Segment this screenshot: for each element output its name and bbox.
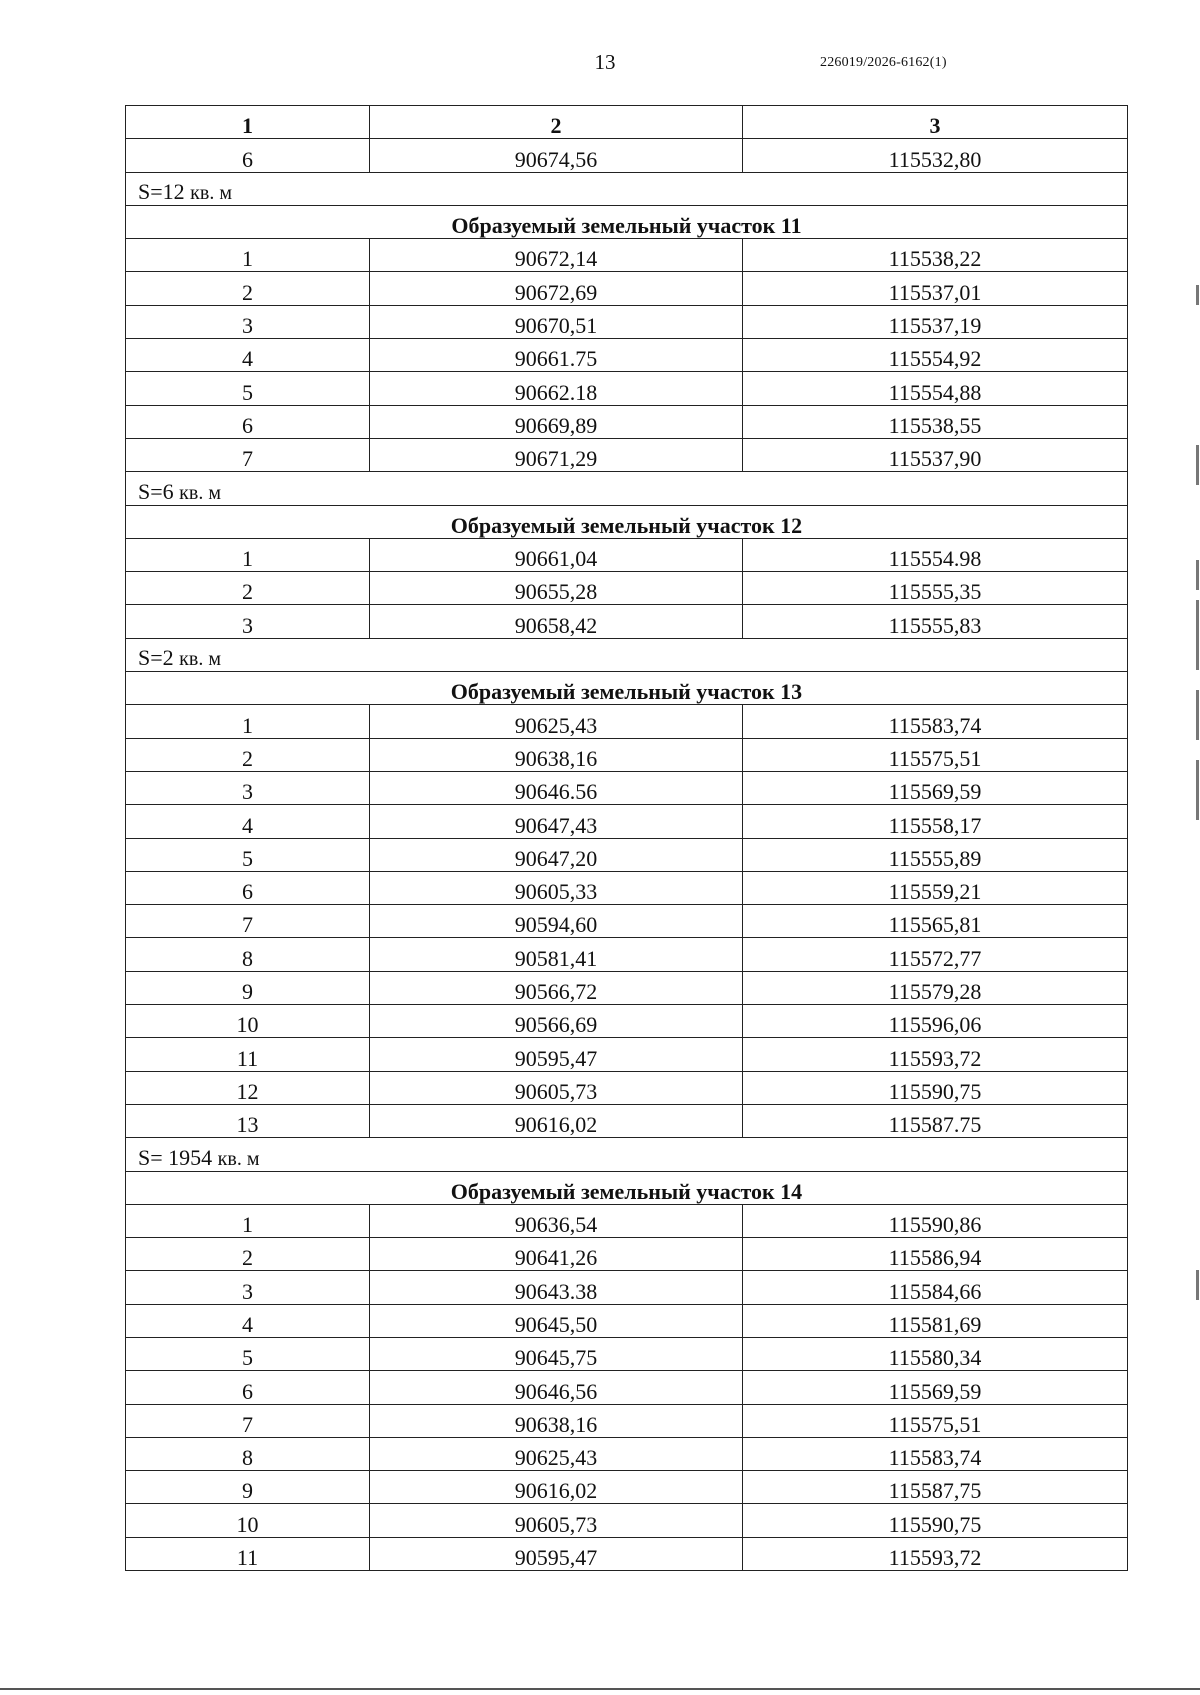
table-row [126,139,1128,172]
coordinate-x-cell: 90661.75 [370,339,743,372]
point-number-cell: 7 [126,1404,370,1437]
point-number-cell: 8 [126,938,370,971]
coordinate-x-cell: 90638,16 [370,738,743,771]
coordinates-table-body [126,106,1128,1571]
table-row [126,805,1128,838]
coordinate-y-cell: 115593,72 [743,1537,1128,1570]
point-number-cell: 3 [126,605,370,638]
section-title-row [126,1171,1128,1204]
coordinate-x-cell: 90661,04 [370,538,743,571]
coordinate-y-cell: 115583,74 [743,1437,1128,1470]
coordinate-y-cell: 115575,51 [743,738,1128,771]
section-title: Образуемый земельный участок 14 [126,1171,1128,1204]
coordinate-y-cell: 115580,34 [743,1337,1128,1370]
coordinate-y-cell: 115532,80 [743,139,1128,172]
coordinate-x-cell: 90647,20 [370,838,743,871]
coordinate-y-cell: 115558,17 [743,805,1128,838]
point-number-cell: 7 [126,438,370,471]
point-number-cell: 6 [126,139,370,172]
area-row [126,638,1128,671]
coordinate-x-cell: 90605,73 [370,1504,743,1537]
scan-edge-mark [1196,1270,1199,1300]
point-number-cell: 10 [126,1504,370,1537]
coordinate-y-cell: 115575,51 [743,1404,1128,1437]
coordinate-y-cell: 115554.98 [743,538,1128,571]
area-row [126,472,1128,505]
point-number-cell: 8 [126,1437,370,1470]
coordinate-y-cell: 115555,35 [743,572,1128,605]
area-cell [126,638,1128,671]
coordinate-x-cell: 90645,50 [370,1304,743,1337]
area-value: S=12 [138,178,185,204]
point-number-cell: 10 [126,1005,370,1038]
coordinate-y-cell: 115587.75 [743,1104,1128,1137]
scan-edge-mark [1196,690,1199,740]
coordinate-y-cell: 115538,22 [743,239,1128,272]
coordinate-x-cell: 90595,47 [370,1537,743,1570]
point-number-cell: 13 [126,1104,370,1137]
table-row [126,738,1128,771]
point-number-cell: 6 [126,871,370,904]
table-row [126,372,1128,405]
point-number-cell: 5 [126,838,370,871]
coordinate-y-cell: 115554,88 [743,372,1128,405]
point-number-cell: 3 [126,305,370,338]
coordinate-x-cell: 90658,42 [370,605,743,638]
point-number-cell: 5 [126,1337,370,1370]
table-row [126,1504,1128,1537]
point-number-cell: 2 [126,572,370,605]
table-row [126,1304,1128,1337]
table-row [126,339,1128,372]
coordinate-x-cell: 90669,89 [370,405,743,438]
coordinate-y-cell: 115537,90 [743,438,1128,471]
coordinate-x-cell: 90670,51 [370,305,743,338]
coordinate-y-cell: 115590,75 [743,1504,1128,1537]
table-row [126,1404,1128,1437]
table-row [126,305,1128,338]
area-unit: кв. м [179,648,221,671]
table-header-row [126,106,1128,139]
coordinate-x-cell: 90672,69 [370,272,743,305]
coordinate-x-cell: 90594,60 [370,905,743,938]
table-row [126,405,1128,438]
coordinate-y-cell: 115559,21 [743,871,1128,904]
table-row [126,1005,1128,1038]
scan-edge-mark [1196,600,1199,670]
section-title-row [126,505,1128,538]
scan-edge-mark [1196,560,1199,590]
scan-edge-mark [1196,760,1199,820]
table-row [126,938,1128,971]
point-number-cell: 4 [126,1304,370,1337]
table-row [126,705,1128,738]
coordinate-x-cell: 90645,75 [370,1337,743,1370]
point-number-cell: 7 [126,905,370,938]
coordinate-y-cell: 115579,28 [743,971,1128,1004]
table-row [126,1271,1128,1304]
coordinate-y-cell: 115590,75 [743,1071,1128,1104]
table-row [126,1337,1128,1370]
table-row [126,272,1128,305]
coordinate-y-cell: 115565,81 [743,905,1128,938]
section-title: Образуемый земельный участок 11 [126,205,1128,238]
point-number-cell: 11 [126,1537,370,1570]
table-row [126,1104,1128,1137]
point-number-cell: 4 [126,339,370,372]
area-unit: кв. м [179,481,221,504]
coordinate-x-cell: 90662.18 [370,372,743,405]
coordinate-x-cell: 90566,72 [370,971,743,1004]
point-number-cell: 1 [126,1204,370,1237]
table-row [126,1437,1128,1470]
area-value: S=2 [138,645,174,671]
table-row [126,605,1128,638]
point-number-cell: 6 [126,1371,370,1404]
table-row [126,771,1128,804]
area-row [126,1138,1128,1171]
coordinate-y-cell: 115555,83 [743,605,1128,638]
point-number-cell: 5 [126,372,370,405]
area-cell [126,472,1128,505]
coordinate-x-cell: 90625,43 [370,705,743,738]
table-row [126,572,1128,605]
coordinate-y-cell: 115537,01 [743,272,1128,305]
coordinate-y-cell: 115593,72 [743,1038,1128,1071]
point-number-cell: 1 [126,705,370,738]
point-number-cell: 6 [126,405,370,438]
coordinate-x-cell: 90672,14 [370,239,743,272]
area-value: S= 1954 [138,1144,213,1170]
point-number-cell: 9 [126,1471,370,1504]
point-number-cell: 2 [126,272,370,305]
table-row [126,838,1128,871]
coordinate-y-cell: 115554,92 [743,339,1128,372]
page-number: 13 [594,50,616,74]
coordinate-x-cell: 90605,73 [370,1071,743,1104]
coordinate-y-cell: 115587,75 [743,1471,1128,1504]
table-row [126,871,1128,904]
table-row [126,1204,1128,1237]
coordinate-x-cell: 90647,43 [370,805,743,838]
section-title-row [126,205,1128,238]
coordinate-y-cell: 115572,77 [743,938,1128,971]
scan-edge-mark [1196,285,1199,305]
section-title-row [126,672,1128,705]
point-number-cell: 1 [126,538,370,571]
point-number-cell: 11 [126,1038,370,1071]
coordinate-y-cell: 115583,74 [743,705,1128,738]
coordinate-y-cell: 115537,19 [743,305,1128,338]
scan-edge-mark [1196,445,1199,485]
coordinate-y-cell: 115538,55 [743,405,1128,438]
table-row [126,971,1128,1004]
table-row [126,905,1128,938]
coordinate-y-cell: 115590,86 [743,1204,1128,1237]
point-number-cell: 2 [126,738,370,771]
table-row [126,1537,1128,1570]
point-number-cell: 3 [126,1271,370,1304]
coordinate-x-cell: 90605,33 [370,871,743,904]
table-row [126,438,1128,471]
coordinate-y-cell: 115586,94 [743,1238,1128,1271]
coordinate-x-cell: 90595,47 [370,1038,743,1071]
table-row [126,1038,1128,1071]
point-number-cell: 12 [126,1071,370,1104]
coordinate-x-cell: 90581,41 [370,938,743,971]
column-header-3: 3 [743,106,1128,139]
coordinate-y-cell: 115596,06 [743,1005,1128,1038]
table-row [126,538,1128,571]
coordinate-x-cell: 90616,02 [370,1104,743,1137]
area-cell [126,1138,1128,1171]
table-row [126,1471,1128,1504]
point-number-cell: 4 [126,805,370,838]
coordinate-x-cell: 90625,43 [370,1437,743,1470]
coordinate-y-cell: 115555,89 [743,838,1128,871]
coordinate-y-cell: 115581,69 [743,1304,1128,1337]
coordinate-x-cell: 90643.38 [370,1271,743,1304]
coordinate-y-cell: 115569,59 [743,1371,1128,1404]
point-number-cell: 1 [126,239,370,272]
section-title: Образуемый земельный участок 12 [126,505,1128,538]
coordinate-x-cell: 90616,02 [370,1471,743,1504]
coordinate-x-cell: 90674,56 [370,139,743,172]
coordinate-x-cell: 90646.56 [370,771,743,804]
area-unit: кв. м [190,181,232,204]
document-id: 226019/2026-6162(1) [820,55,947,70]
coordinate-x-cell: 90655,28 [370,572,743,605]
table-row [126,1071,1128,1104]
coordinate-x-cell: 90641,26 [370,1238,743,1271]
coordinate-y-cell: 115569,59 [743,771,1128,804]
column-header-1: 1 [126,106,370,139]
coordinates-table [125,105,1128,1571]
scan-bottom-edge [0,1688,1200,1690]
table-row [126,1238,1128,1271]
section-title: Образуемый земельный участок 13 [126,672,1128,705]
area-value: S=6 [138,478,174,504]
area-row [126,172,1128,205]
column-header-2: 2 [370,106,743,139]
area-cell [126,172,1128,205]
point-number-cell: 3 [126,771,370,804]
coordinate-x-cell: 90646,56 [370,1371,743,1404]
coordinate-x-cell: 90636,54 [370,1204,743,1237]
point-number-cell: 2 [126,1238,370,1271]
table-row [126,1371,1128,1404]
area-unit: кв. м [217,1147,260,1170]
table-row [126,239,1128,272]
coordinate-y-cell: 115584,66 [743,1271,1128,1304]
coordinate-x-cell: 90638,16 [370,1404,743,1437]
coordinate-x-cell: 90566,69 [370,1005,743,1038]
coordinate-x-cell: 90671,29 [370,438,743,471]
point-number-cell: 9 [126,971,370,1004]
